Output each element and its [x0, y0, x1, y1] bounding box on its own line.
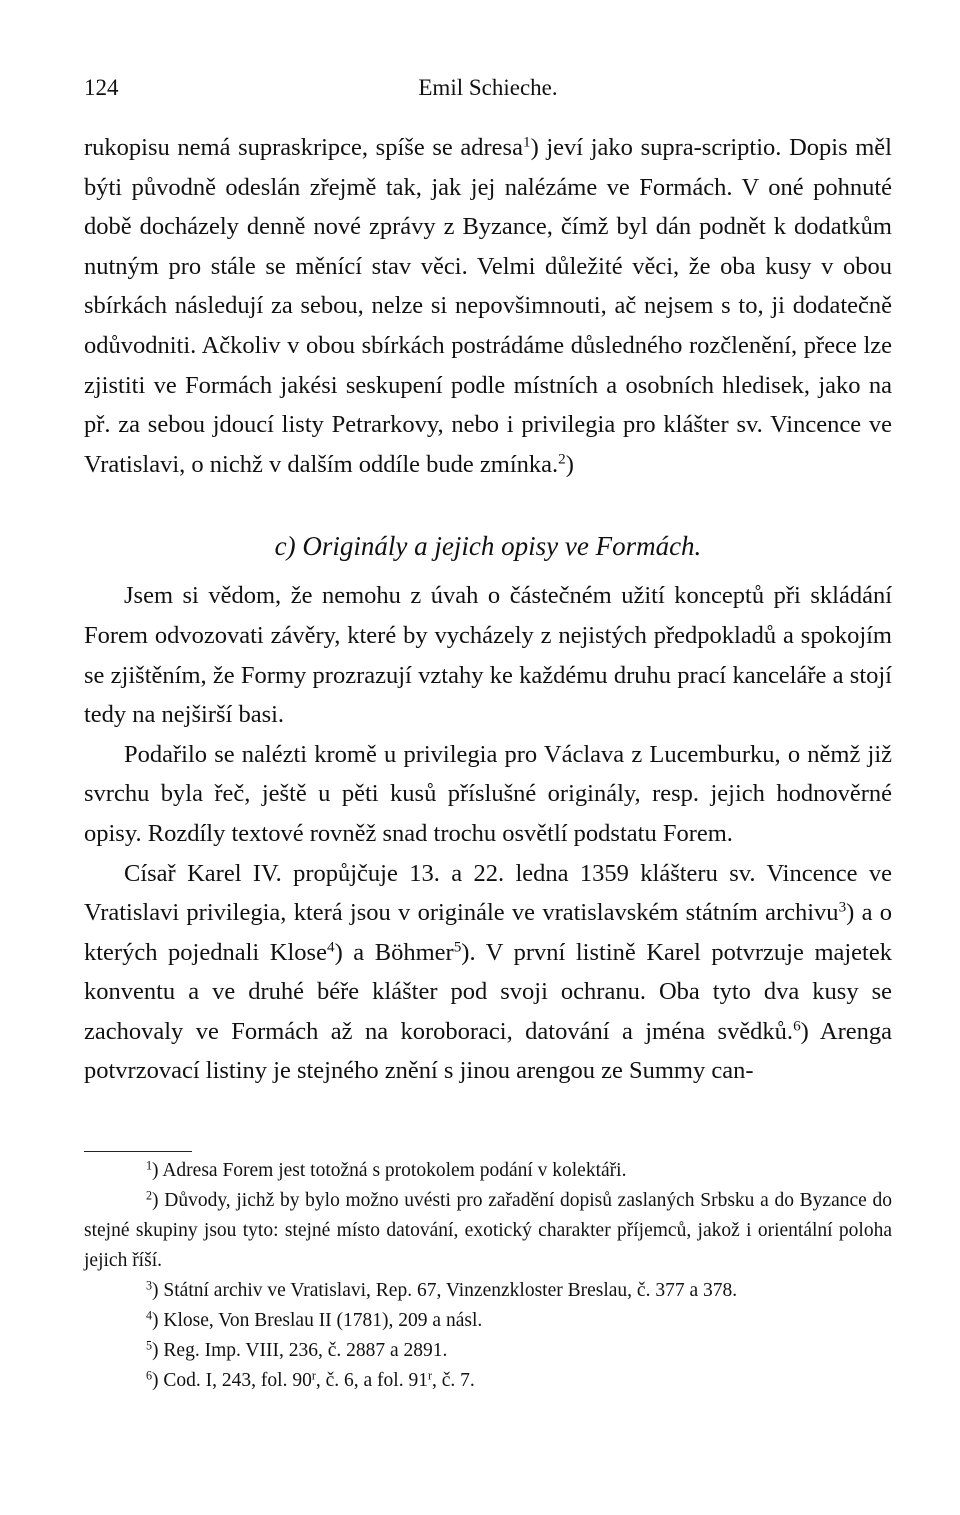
footnote: $^2$) Důvody, jichž by bylo možno uvésti pro zařadění dopisů zaslaných Srbsku a do Byzance do stejné skupiny jsou tyto: stejné místo datování, exotický charakter příjemců, jakož i orientální poloha jejich říší. — [84, 1188, 892, 1271]
footnote-ref: 1 — [522, 133, 531, 151]
footnote: $^6$) Cod. I, 243, fol. 90$^r$, č. 6, a fol. 91$^r$, č. 7. — [146, 1368, 475, 1391]
section-heading: c) Originály a jejich opisy ve Formách. — [274, 531, 702, 562]
footnote-ref: 4 — [326, 938, 335, 956]
footnote-ref: 2 — [558, 450, 566, 468]
page-header — [84, 72, 892, 104]
footnote-ref: 3 — [838, 898, 847, 916]
footnote: $^5$) Reg. Imp. VIII, 236, č. 2887 a 2891. — [146, 1338, 448, 1361]
paragraph: rukopisu nemá supraskripce, spíše se adresa$^1$) jeví jako supra-scriptio. Dopis měl býti původně odeslán zřejmě tak, jak jej nalézáme ve Formách. V oné pohnuté době docházely denně nové zprávy z Byzance, čímž byl dán podnět k dodatkům nutným pro stále se měnící stav věci. Velmi důležité věci, že oba kusy v obou sbírkách následují za sebou, nelze si nepovšimnouti, ač nejsem s to, ji dodatečně odůvodniti. Ačkoliv v obou sbírkách postrádáme důsledného rozčlenění, přece lze zjistiti ve Formách jakési seskupení podle místních a osobních hledisek, jako na př. za sebou jdoucí listy Petrarkovy, nebo i privilegia pro klášter sv. Vincence ve Vratislavi, o nichž v dalším oddíle bude zmínka.$^2$) — [84, 133, 892, 478]
running-head: Emil Schieche. — [418, 75, 558, 100]
footnote-ref: 5 — [453, 938, 462, 956]
footnote-ref: 6 — [793, 1017, 801, 1035]
page-number: 124 — [84, 75, 119, 100]
footnotes — [84, 1156, 892, 1396]
footnote: $^4$) Klose, Von Breslau II (1781), 209 a násl. — [146, 1308, 483, 1331]
footnote: $^1$) Adresa Forem jest totožná s protokolem podání v kolektáři. — [146, 1158, 627, 1181]
paragraph: Podařilo se nalézti kromě u privilegia pro Václava z Lucemburku, o němž již svrchu byla řeč, ještě u pěti kusů příslušné originály, resp. jejich hodnověrné opisy. Rozdíly textové rovněž snad trochu osvětlí podstatu Forem. — [84, 740, 892, 847]
paragraph: Císař Karel IV. propůjčuje 13. a 22. ledna 1359 klášteru sv. Vincence ve Vratislavi privilegia, která jsou v originále ve vratislavském státním archivu$^3$) a o kterých pojednali Klose$^4$) a Böhmer$^5$). V první listině Karel potvrzuje majetek konventu a ve druhé béře klášter pod svoji ochranu. Oba tyto dva kusy se zachovaly ve Formách až na koroboraci, datování a jména svědků.$^6$) Arenga potvrzovací listiny je stejného znění s jinou arengou ze Summy can- — [84, 859, 892, 1085]
paragraph: Jsem si vědom, že nemohu z úvah o částečném užití konceptů při skládání Forem odvozovati závěry, které by vycházely z nejistých předpokladů a spokojím se zjištěním, že Formy prozrazují vztahy ke každému druhu prací kanceláře a stojí tedy na nejširší basi. — [84, 582, 892, 729]
footnote: $^3$) Státní archiv ve Vratislavi, Rep. 67, Vinzenzkloster Breslau, č. 377 a 378. — [146, 1278, 738, 1301]
footnote-divider — [84, 1151, 192, 1152]
main-text — [84, 128, 892, 1091]
